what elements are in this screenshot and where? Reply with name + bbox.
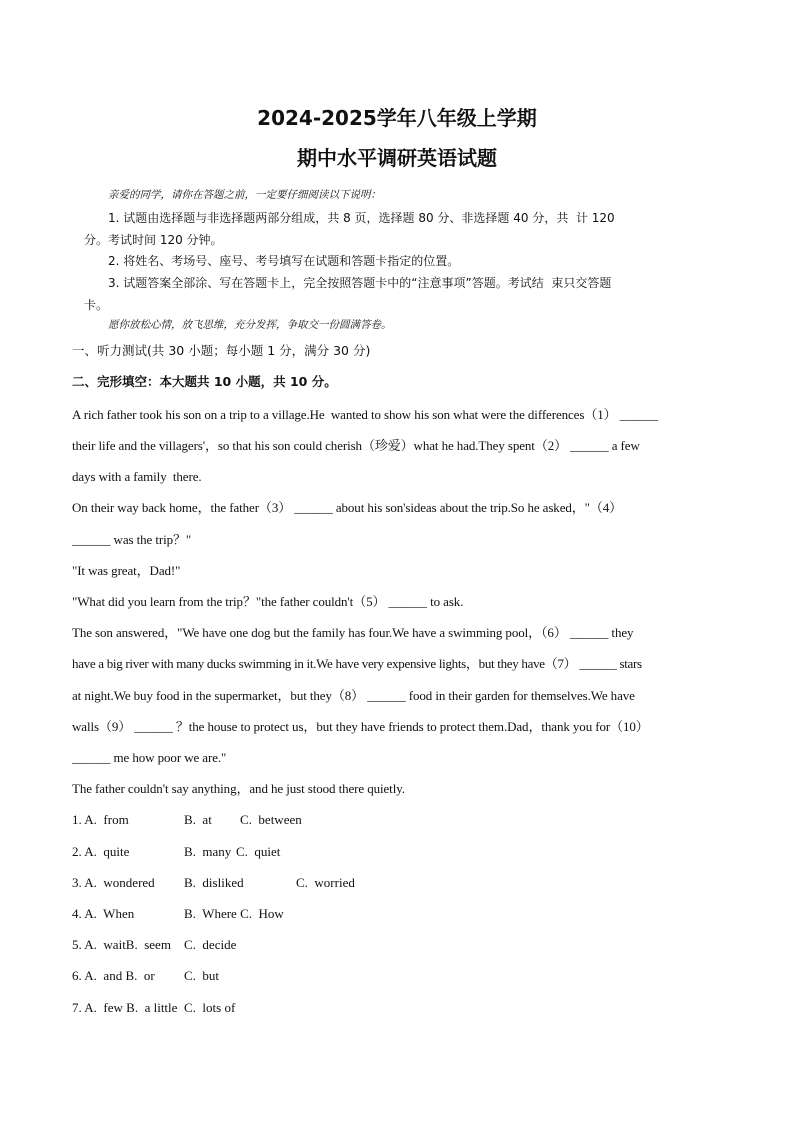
passage-line: their life and the villagers'，so that his son could cherish（珍爱）what he had.They spent（2） ______ a few [72, 438, 640, 453]
passage-line: "What did you learn from the trip？"the father couldn't（5） ______ to ask. [72, 594, 464, 609]
passage-line: A rich father took his son on a trip to a village.He wanted to show his son what were the differences（1） ______ [72, 407, 659, 422]
notice-intro: 亲爱的同学，请你在答题之前，一定要仔细阅读以下说明： [108, 189, 381, 201]
page-title: 2024-2025学年八年级上学期 [257, 106, 537, 130]
passage-line: at night.We buy food in the supermarket，but they（8） ______ food in their garden for themselves.We have [72, 688, 635, 703]
option-q1-b: B. at [184, 812, 212, 827]
notice-item-2: 2. 将姓名、考场号、座号、考号填写在试题和答题卡指定的位置。 [108, 254, 460, 268]
option-q4-bc: B. Where C. How [184, 906, 284, 921]
option-q5-c: C. decide [184, 937, 237, 952]
passage-line: have a big river with many ducks swimming in it.We have very expensive lights，but they have（7） ______ stars [72, 656, 642, 671]
option-q1-c: C. between [240, 812, 302, 827]
page-subtitle: 期中水平调研英语试题 [297, 146, 497, 170]
option-q5-ab: 5. A. waitB. seem [72, 937, 171, 952]
option-q3-b: B. disliked [184, 875, 244, 890]
option-q6-ab: 6. A. and B. or [72, 968, 155, 983]
option-q1-a: 1. A. from [72, 812, 129, 827]
notice-item-3-cont: 卡。 [84, 298, 109, 312]
option-q3-c: C. worried [296, 875, 355, 890]
notice-item-3: 3. 试题答案全部涂、写在答题卡上，完全按照答题卡中的“注意事项”答题。考试结 束只交答题 [108, 276, 612, 290]
section-listening-heading: 一、听力测试(共 30 小题；每小题 1 分，满分 30 分) [72, 343, 371, 358]
option-q2-c: C. quiet [236, 844, 281, 859]
option-q6-c: C. but [184, 968, 220, 983]
option-q2-b: B. many [184, 844, 232, 859]
passage-line: ______ me how poor we are." [72, 750, 227, 765]
notice-closing: 愿你放松心情，放飞思维，充分发挥，争取交一份圆满答卷。 [108, 319, 392, 331]
passage-line: The son answered，"We have one dog but the family has four.We have a swimming pool，（6） ______ they [72, 625, 634, 640]
notice-item-1-cont: 分。考试时间 120 分钟。 [84, 233, 223, 247]
passage-line: "It was great，Dad!" [72, 563, 181, 578]
notice-item-1: 1. 试题由选择题与非选择题两部分组成，共 8 页，选择题 80 分、非选择题 40 分，共 计 120 [108, 211, 615, 225]
passage-line: ______ was the trip？" [72, 532, 192, 547]
option-q7-c: C. lots of [184, 1000, 236, 1015]
option-q7-ab: 7. A. few B. a little [72, 1000, 178, 1015]
passage-line: The father couldn't say anything，and he just stood there quietly. [72, 781, 405, 796]
option-q3-a: 3. A. wondered [72, 875, 155, 890]
section-cloze-heading: 二、完形填空：本大题共 10 小题，共 10 分。 [72, 374, 337, 389]
passage-line: walls（9） ______ ？the house to protect us，but they have friends to protect them.Dad，thank you for（10） [72, 719, 649, 734]
passage-line: days with a family there. [72, 469, 202, 484]
passage-line: On their way back home，the father（3） ______ about his son'sideas about the trip.So he asked，"（4） [72, 500, 623, 515]
option-q2-a: 2. A. quite [72, 844, 130, 859]
option-q4-a: 4. A. When [72, 906, 135, 921]
